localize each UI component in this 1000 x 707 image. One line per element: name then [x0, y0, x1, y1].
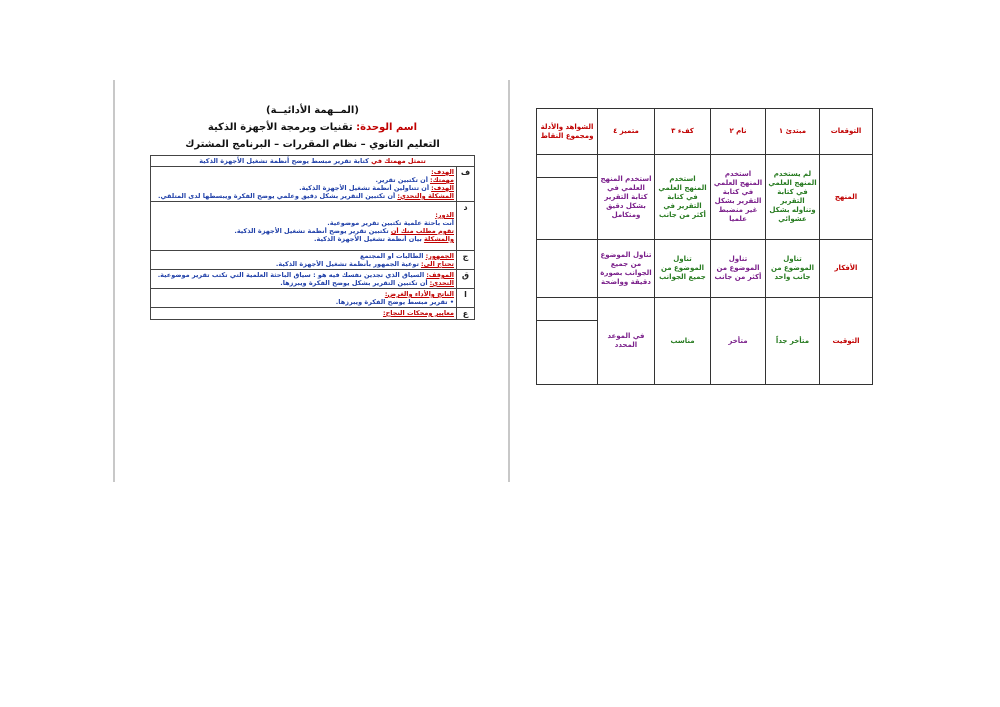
line-label: الهدف: [431, 184, 454, 192]
line-label: والمشكلة [423, 235, 454, 243]
line-text: أن تتناولين أنظمة تشغيل الأجهزة الذكية. [299, 184, 430, 192]
task-intro [151, 156, 475, 167]
row-content [151, 251, 457, 270]
grasps-table [150, 155, 475, 320]
rubric-cell: استخدم المنهج العلمي في كتابة التقرير بشكل دقيق ومتكامل [598, 155, 655, 240]
line-text: توعية الجمهور بأنظمة تشغيل الأجهزة الذكية. [275, 260, 419, 268]
line-text: أنت باحثة علمية تكتبين تقرير موضوعية. [327, 219, 454, 227]
header-level-4: متميز ٤ [598, 109, 655, 155]
header-criteria: التوقعات [820, 109, 873, 155]
header-level-1: مبتدئ ١ [766, 109, 820, 155]
line-text: تكتبين تقرير يوضح أنظمة تشغيل الأجهزة الذكية. [234, 227, 389, 235]
rubric-table [536, 108, 873, 385]
rubric-cell: مناسب [655, 298, 711, 385]
row-content [151, 308, 457, 320]
evidence-cell [537, 240, 598, 298]
criterion-label: المنهج [820, 155, 873, 240]
task-page [150, 102, 475, 320]
row-content [151, 167, 457, 202]
grasps-row-situation [151, 270, 475, 289]
row-letter: ف [457, 167, 475, 202]
page-edge-left [113, 80, 115, 482]
line-label: الجمهور: [425, 252, 454, 260]
rubric-cell: متأخر جداً [766, 298, 820, 385]
rubric-cell: تناول الموضوع من جميع الجوانب بصورة دقيقة وواضحة [598, 240, 655, 298]
row-content [151, 270, 457, 289]
line-text: أن تكتبين التقرير بشكل دقيق وعلمي يوضح الفكرة ويبسطها لدى المتلقي. [157, 192, 396, 200]
line-label: مهمتك: [430, 176, 454, 184]
evidence-cell [537, 155, 598, 240]
evidence-cell [537, 298, 598, 385]
grasps-row-product [151, 289, 475, 308]
rubric-row-ideas [537, 240, 873, 298]
rubric-cell: استخدم المنهج العلمي في كتابة التقرير في أكثر من جانب [655, 155, 711, 240]
line-text: أن تكتبين تقرير. [375, 176, 428, 184]
unit-label: اسم الوحدة: [356, 122, 418, 133]
rubric-cell: تناول الموضوع من جانب واحد [766, 240, 820, 298]
unit-heading [150, 119, 475, 136]
row-letter: د [457, 202, 475, 251]
page-edge-right [508, 80, 510, 482]
line-label: الناتج والأداء والغرض: [384, 290, 454, 298]
line-label: الموقف: [426, 271, 454, 279]
criterion-label: الأفكار [820, 240, 873, 298]
intro-prefix: تتمثل مهمتك في [371, 157, 426, 165]
row-letter: ا [457, 289, 475, 308]
row-content [151, 202, 457, 251]
rubric-row-method [537, 155, 873, 240]
rubric-cell: متأخر [711, 298, 766, 385]
header-level-2: نام ٢ [711, 109, 766, 155]
line-text: • تقرير مبسط يوضح الفكرة ويبرزها. [335, 298, 454, 306]
rubric-header-row [537, 109, 873, 155]
line-label: المشكلة والتحدي: [397, 192, 454, 200]
rubric-cell: استخدم المنهج العلمي في كتابة التقرير بشكل غير منضبط علميا [711, 155, 766, 240]
grasps-row-goal [151, 167, 475, 202]
line-text: الطالبات او المجتمع [360, 252, 424, 260]
row-content [151, 289, 457, 308]
criterion-label: التوقيت [820, 298, 873, 385]
row-letter: ع [457, 308, 475, 320]
row-letter: ق [457, 270, 475, 289]
line-text: السياق الذي تجدين نفسك فيه هو : سياق الباحثة العلمية التي تكتب تقرير موضوعية. [157, 271, 425, 279]
line-label: تقوم مطلب منك أن [390, 227, 454, 235]
rubric-row-timing [537, 298, 873, 385]
task-title: (المــهمة الأدائيــة) [266, 105, 359, 116]
grasps-row-role [151, 202, 475, 251]
program-line: التعليم الثانوي – نظام المقررات – البرنامج المشترك [185, 139, 440, 150]
grasps-row-audience [151, 251, 475, 270]
line-label: التحدي: [429, 279, 454, 287]
grasps-row-standards [151, 308, 475, 320]
rubric-cell: في الموعد المحدد [598, 298, 655, 385]
rubric-cell: لم يستخدم المنهج العلمي في كتابة التقرير وتناوله بشكل عشوائي [766, 155, 820, 240]
line-label: الهدف: [431, 168, 454, 176]
header-evidence: الشواهد والأدلة ومجموع النقاط [537, 109, 598, 155]
rubric-cell: تناول الموضوع من جميع الجوانب [655, 240, 711, 298]
rubric-cell: تناول الموضوع من أكثر من جانب [711, 240, 766, 298]
line-text: أن تكتبين التقرير بشكل يوضح الفكرة ويبرزها. [280, 279, 428, 287]
line-label: الدور: [435, 211, 454, 219]
unit-name: تقنيات وبرمجة الأجهزة الذكية [207, 122, 353, 133]
rubric-page [536, 108, 873, 385]
row-letter: ج [457, 251, 475, 270]
line-label: تحتاج الى: [420, 260, 454, 268]
intro-text: كتابة تقرير مبسط يوضح أنظمة تشغيل الأجهزة الذكية [199, 157, 369, 165]
line-text: بيان أنظمة تشغيل الأجهزة الذكية. [314, 235, 422, 243]
header-level-3: كفء ٣ [655, 109, 711, 155]
line-label: معايير ومحكات النجاح: [382, 309, 454, 317]
